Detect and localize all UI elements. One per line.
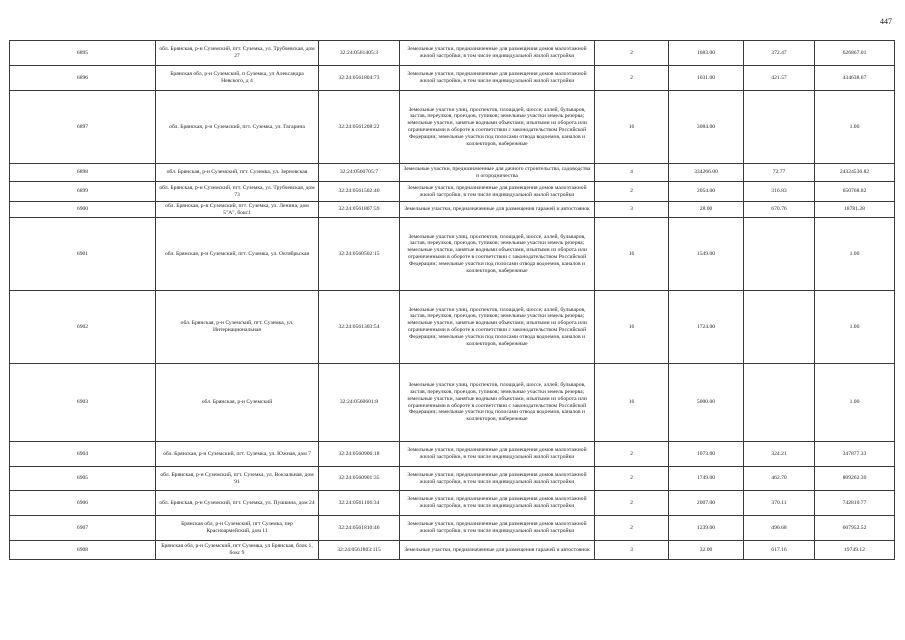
row-cadastral-value: 742810.77 (815, 491, 895, 516)
row-rate: 670.76 (744, 202, 815, 218)
row-cadastral-number: 32:24:0561208:22 (319, 91, 400, 164)
row-land-use: Земельные участки, предназначенные для размещения домов малоэтажной жилой застройки, в том числе индивидуальной жилой застройки (400, 66, 595, 91)
row-area: 1683.00 (669, 41, 744, 66)
row-cadastral-value: 809262.30 (815, 467, 895, 491)
row-area: 1031.00 (669, 66, 744, 91)
row-cadastral-value: 1.00 (815, 364, 895, 442)
row-number: 6903 (10, 364, 156, 442)
row-cadastral-number: 32:24:0561804:73 (319, 66, 400, 91)
row-rate: 617.16 (744, 541, 815, 560)
row-address: Брянская обл, р-н Суземский, пгт Суземка, ул Брянская, блок 1, бокс 9 (156, 541, 319, 560)
row-land-use: Земельные участки, предназначенные для размещения домов малоэтажной жилой застройки, в том числе индивидуальной жилой застройки (400, 442, 595, 467)
row-land-use: Земельные участки, предназначенные для размещения домов малоэтажной жилой застройки, в том числе индивидуальной жилой застройки (400, 41, 595, 66)
row-group: 2 (595, 442, 669, 467)
row-group: 16 (595, 291, 669, 364)
row-address: обл. Брянская, р-н Суземский (156, 364, 319, 442)
row-area: 1549.00 (669, 218, 744, 291)
row-area: 3084.00 (669, 91, 744, 164)
row-address: обл. Брянская, р-н Суземский, пгт. Суземка, ул. Пушкина, дом 24 (156, 491, 319, 516)
row-rate: 490.68 (744, 516, 815, 541)
row-area: 1724.00 (669, 291, 744, 364)
row-address: обл. Брянская, р-н Суземский, пгт. Суземка, ул. Октябрьская (156, 218, 319, 291)
table-row (10, 164, 895, 182)
row-cadastral-number: 32:24:0561303:54 (319, 291, 400, 364)
row-number: 6898 (10, 164, 156, 182)
row-address: Брянская обл, р-н Суземский, пгт Суземка, пер Красноармейский, дом 11 (156, 516, 319, 541)
row-address: обл. Брянская, р-н Суземский, пгт. Суземка, ул. Южная, дом 7 (156, 442, 319, 467)
row-number: 6904 (10, 442, 156, 467)
row-area: 32.00 (669, 541, 744, 560)
row-cadastral-value: 19749.12 (815, 541, 895, 560)
row-rate (744, 91, 815, 164)
row-cadastral-number: 32:24:0561502:40 (319, 182, 400, 202)
row-area: 1239.00 (669, 516, 744, 541)
row-group: 3 (595, 202, 669, 218)
row-group: 2 (595, 467, 669, 491)
row-area: 2054.00 (669, 182, 744, 202)
row-cadastral-value: 1.00 (815, 291, 895, 364)
row-cadastral-number: 32:24:0561803:115 (319, 541, 400, 560)
row-land-use: Земельные участки, предназначенные для размещения гаражей и автостоянок (400, 202, 595, 218)
row-number: 6908 (10, 541, 156, 560)
row-land-use: Земельные участки, предназначенные для размещения домов малоэтажной жилой застройки, в том числе индивидуальной жилой застройки (400, 182, 595, 202)
row-group: 4 (595, 164, 669, 182)
page-number: 447 (880, 17, 892, 26)
row-area: 334266.00 (669, 164, 744, 182)
row-area: 5000.00 (669, 364, 744, 442)
row-rate: 421.57 (744, 66, 815, 91)
row-number: 6899 (10, 182, 156, 202)
row-number: 6900 (10, 202, 156, 218)
row-rate (744, 364, 815, 442)
row-address: обл. Брянская, р-н Суземский, пгт. Суземка, ул. Трубчевская, дом 27 (156, 41, 319, 66)
row-group: 16 (595, 364, 669, 442)
table-row (10, 291, 895, 364)
table-row (10, 202, 895, 218)
cadastral-value-table (9, 40, 895, 560)
row-cadastral-value: 347877.33 (815, 442, 895, 467)
row-cadastral-value: 1.00 (815, 218, 895, 291)
row-number: 6895 (10, 41, 156, 66)
row-address: обл. Брянская, р-н Суземский, пгт. Суземка, ул. Трубчевская, дом 73 (156, 182, 319, 202)
row-cadastral-value: 626867.01 (815, 41, 895, 66)
row-group: 2 (595, 41, 669, 66)
table-row (10, 442, 895, 467)
row-land-use: Земельные участки улиц, проспектов, площадей, шоссе, аллей, бульваров, застав, переулков, проездов, тупиков; земельные участки земель резерва; земельные участки, занятые водными объектами, изъятыми из оборота или ограниченными в обороте в соответствии с законодательством Российской Федерации; земельные участки под полосами отвода водоемов, каналов и коллекторов, набережные (400, 218, 595, 291)
row-area: 28.00 (669, 202, 744, 218)
row-number: 6907 (10, 516, 156, 541)
row-address: обл. Брянская, р-н Суземский, пгт. Суземка, ул. Зерновская (156, 164, 319, 182)
row-address: Брянская обл, р-н Суземский, п Суземка, ул Александра Невского, д 4 (156, 66, 319, 91)
row-cadastral-number: 32:24:0560502:15 (319, 218, 400, 291)
row-address: обл. Брянская, р-н Суземский, пгт. Суземка, ул. Ленина, дом 5"А", бокс1 (156, 202, 319, 218)
row-group: 16 (595, 218, 669, 291)
row-group: 2 (595, 516, 669, 541)
row-cadastral-number: 32:24:0561807:59 (319, 202, 400, 218)
row-land-use: Земельные участки, предназначенные для размещения домов малоэтажной жилой застройки, в том числе индивидуальной жилой застройки (400, 467, 595, 491)
row-cadastral-value: 18781.28 (815, 202, 895, 218)
row-rate: 372.47 (744, 41, 815, 66)
table-row (10, 66, 895, 91)
row-group: 16 (595, 91, 669, 164)
row-rate: 72.77 (744, 164, 815, 182)
row-rate: 462.70 (744, 467, 815, 491)
row-cadastral-number: 32:24:0561106:34 (319, 491, 400, 516)
row-number: 6906 (10, 491, 156, 516)
row-area: 1749.00 (669, 467, 744, 491)
row-address: обл. Брянская, р-н Суземский, пгт. Суземка, ул. Интернациональная (156, 291, 319, 364)
row-land-use: Земельные участки, предназначенные для дачного строительства, садоводства и огородничества (400, 164, 595, 182)
row-rate (744, 218, 815, 291)
row-rate (744, 291, 815, 364)
row-cadastral-number: 32:24:0560705:7 (319, 164, 400, 182)
table-row (10, 41, 895, 66)
row-area: 1073.00 (669, 442, 744, 467)
row-address: обл. Брянская, р-н Суземский, пгт. Суземка, ул. Гагарина (156, 91, 319, 164)
table-row (10, 491, 895, 516)
row-cadastral-value: 434638.67 (815, 66, 895, 91)
row-cadastral-number: 32:24:0561810:46 (319, 516, 400, 541)
row-cadastral-value: 607952.52 (815, 516, 895, 541)
table-body (10, 41, 895, 560)
row-number: 6905 (10, 467, 156, 491)
row-cadastral-number: 32:24:0560901:35 (319, 467, 400, 491)
row-number: 6902 (10, 291, 156, 364)
row-land-use: Земельные участки улиц, проспектов, площадей, шоссе, аллей, бульваров, застав, переулков, проездов, тупиков; земельные участки земель резерва; земельные участки, занятые водными объектами, изъятыми из оборота или ограниченными в обороте в соответствии с законодательством Российской Федерации; земельные участки под полосами отвода водоемов, каналов и коллекторов, набережные (400, 291, 595, 364)
table-row (10, 516, 895, 541)
row-address: обл. Брянская, р-н Суземский, пгт. Суземка, ул. Вокзальная, дом 91 (156, 467, 319, 491)
row-number: 6897 (10, 91, 156, 164)
row-group: 3 (595, 541, 669, 560)
table-row (10, 467, 895, 491)
row-land-use: Земельные участки улиц, проспектов, площадей, шоссе, аллей, бульваров, застав, переулков, проездов, тупиков; земельные участки земель резерва; земельные участки, занятые водными объектами, изъятыми из оборота или ограниченными в обороте в соответствии с законодательством Российской Федерации; земельные участки под полосами отвода водоемов, каналов и коллекторов, набережные (400, 91, 595, 164)
row-cadastral-value: 1.00 (815, 91, 895, 164)
row-cadastral-value: 650768.82 (815, 182, 895, 202)
row-group: 2 (595, 66, 669, 91)
row-cadastral-value: 24324536.82 (815, 164, 895, 182)
table-row (10, 364, 895, 442)
row-cadastral-number: 32:24:0560906:18 (319, 442, 400, 467)
row-rate: 324.21 (744, 442, 815, 467)
table-row (10, 541, 895, 560)
row-group: 2 (595, 491, 669, 516)
table-row (10, 218, 895, 291)
row-number: 6896 (10, 66, 156, 91)
row-area: 2007.00 (669, 491, 744, 516)
table-row (10, 91, 895, 164)
row-cadastral-number: 32:24:0560601:8 (319, 364, 400, 442)
row-land-use: Земельные участки, предназначенные для размещения домов малоэтажной жилой застройки, в том числе индивидуальной жилой застройки (400, 516, 595, 541)
row-number: 6901 (10, 218, 156, 291)
row-land-use: Земельные участки улиц, проспектов, площадей, шоссе, аллей, бульваров, застав, переулков, проездов, тупиков; земельные участки земель резерва; земельные участки, занятые водными объектами, изъятыми из оборота или ограниченными в обороте в соответствии с законодательством Российской Федерации; земельные участки под полосами отвода водоемов, каналов и коллекторов, набережные (400, 364, 595, 442)
row-cadastral-number: 32:24:0561405:3 (319, 41, 400, 66)
row-rate: 316.83 (744, 182, 815, 202)
row-land-use: Земельные участки, предназначенные для размещения домов малоэтажной жилой застройки, в том числе индивидуальной жилой застройки (400, 491, 595, 516)
row-land-use: Земельные участки, предназначенные для размещения гаражей и автостоянок (400, 541, 595, 560)
row-group: 2 (595, 182, 669, 202)
row-rate: 370.11 (744, 491, 815, 516)
table-row (10, 182, 895, 202)
